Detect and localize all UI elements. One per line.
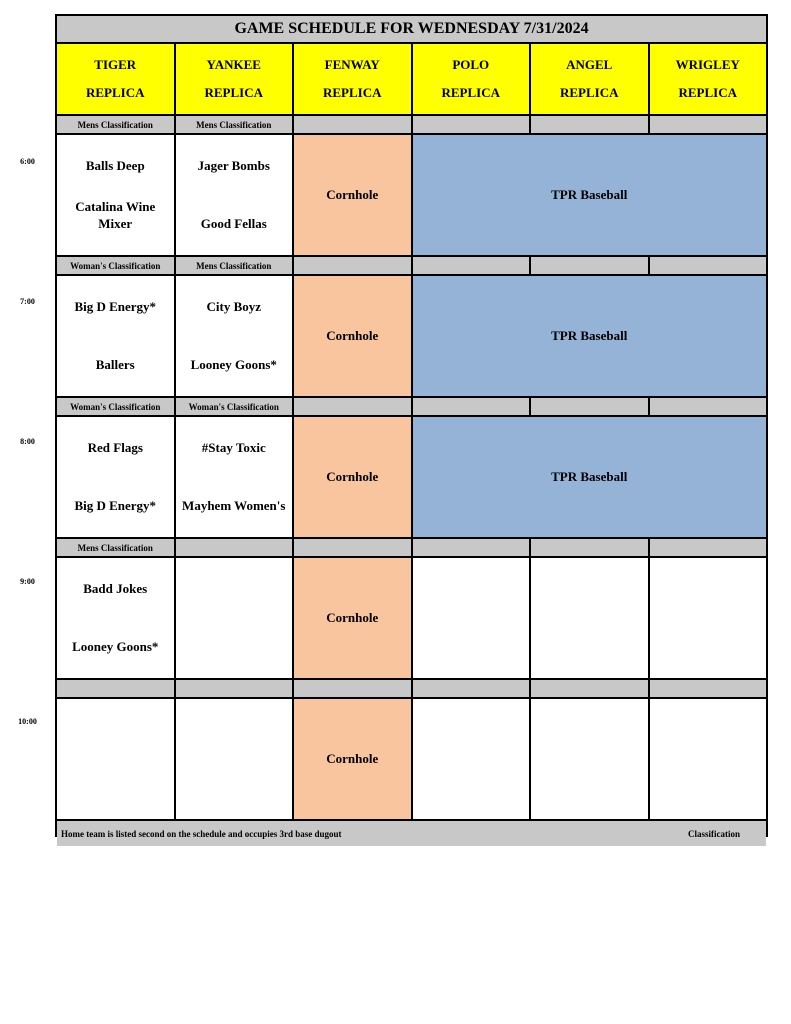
classification-label: Mens Classification [176, 257, 293, 274]
tpr-baseball-block: TPR Baseball [413, 276, 767, 396]
time-label: 7:00 [20, 297, 35, 306]
field-sub: REPLICA [678, 85, 737, 100]
empty-slot [413, 558, 530, 678]
time-label: 8:00 [20, 437, 35, 446]
classification-spacer [294, 116, 411, 133]
home-team: Mayhem Women's [182, 498, 286, 514]
field-sub: REPLICA [204, 85, 263, 100]
field-sub: REPLICA [559, 85, 619, 100]
time-label: 6:00 [20, 157, 35, 166]
game-slot-yankee [176, 558, 293, 678]
game-slot-tiger [57, 417, 174, 537]
classification-spacer [650, 116, 767, 133]
classification-spacer [531, 257, 648, 274]
cornhole-block: Cornhole [294, 417, 411, 537]
home-team: Ballers [95, 357, 135, 373]
time-label: 9:00 [20, 577, 35, 586]
classification-spacer [294, 257, 411, 274]
away-team: Big D Energy* [74, 299, 157, 314]
field-header-tiger [57, 44, 174, 114]
field-sub: REPLICA [322, 85, 382, 100]
home-team: Looney Goons* [72, 639, 159, 655]
field-header-polo [413, 44, 530, 114]
field-sub: REPLICA [441, 85, 500, 100]
away-team: Jager Bombs [197, 158, 270, 173]
empty-slot [650, 558, 767, 678]
classification-spacer [413, 680, 530, 697]
classification-spacer [531, 539, 648, 556]
cornhole-block: Cornhole [294, 276, 411, 396]
field-sub: REPLICA [85, 85, 145, 100]
schedule-title: GAME SCHEDULE FOR WEDNESDAY 7/31/2024 [57, 16, 766, 42]
classification-label: Mens Classification [176, 116, 293, 133]
classification-spacer [650, 398, 767, 415]
field-name: ANGEL [566, 57, 613, 72]
classification-label: Woman's Classification [57, 398, 174, 415]
classification-spacer [531, 116, 648, 133]
classification-spacer [650, 257, 767, 274]
classification-label: Mens Classification [57, 116, 174, 133]
field-header-fenway [294, 44, 411, 114]
field-name: FENWAY [324, 57, 380, 72]
classification-spacer [413, 257, 530, 274]
empty-slot [531, 558, 648, 678]
field-name: TIGER [94, 57, 137, 72]
field-name: YANKEE [206, 57, 261, 72]
field-header-angel [531, 44, 648, 114]
classification-spacer [294, 680, 411, 697]
home-team-note: Home team is listed second on the schedule and occupies 3rd base dugout [61, 828, 342, 839]
classification-label [176, 680, 293, 697]
away-team: Badd Jokes [83, 581, 148, 596]
classification-spacer [531, 398, 648, 415]
tpr-baseball-block: TPR Baseball [413, 417, 767, 537]
cornhole-block: Cornhole [294, 135, 411, 255]
home-team: Good Fellas [200, 216, 267, 232]
classification-label: Woman's Classification [176, 398, 293, 415]
classification-spacer [413, 398, 530, 415]
game-slot-yankee [176, 276, 293, 396]
cornhole-block: Cornhole [294, 699, 411, 819]
away-team: Red Flags [87, 440, 143, 455]
home-team: Looney Goons* [190, 357, 277, 373]
game-slot-tiger [57, 135, 174, 255]
empty-slot [413, 699, 530, 819]
classification-spacer [650, 539, 767, 556]
game-slot-tiger [57, 276, 174, 396]
away-team: Balls Deep [85, 158, 145, 173]
classification-spacer [413, 116, 530, 133]
game-slot-yankee [176, 699, 293, 819]
classification-spacer [531, 680, 648, 697]
game-slot-yankee [176, 417, 293, 537]
classification-spacer [294, 539, 411, 556]
footer-classification: Classification [687, 828, 740, 839]
empty-slot [531, 699, 648, 819]
field-header-wrigley [650, 44, 767, 114]
home-team: Catalina Wine Mixer [75, 198, 156, 232]
schedule-table [55, 14, 768, 837]
time-label: 10:00 [18, 717, 37, 726]
tpr-baseball-block: TPR Baseball [413, 135, 767, 255]
classification-spacer [650, 680, 767, 697]
field-name: POLO [452, 57, 490, 72]
classification-spacer [294, 398, 411, 415]
game-slot-tiger [57, 558, 174, 678]
field-name: WRIGLEY [675, 57, 740, 72]
cornhole-block: Cornhole [294, 558, 411, 678]
home-team: Big D Energy* [74, 498, 157, 514]
game-slot-tiger [57, 699, 174, 819]
classification-label [57, 680, 174, 697]
classification-label [176, 539, 293, 556]
classification-spacer [413, 539, 530, 556]
game-slot-yankee [176, 135, 293, 255]
away-team: City Boyz [206, 299, 262, 314]
away-team: #Stay Toxic [201, 440, 266, 455]
field-header-yankee [176, 44, 293, 114]
classification-label: Mens Classification [57, 539, 174, 556]
classification-label: Woman's Classification [57, 257, 174, 274]
schedule-footer [57, 821, 766, 846]
empty-slot [650, 699, 767, 819]
